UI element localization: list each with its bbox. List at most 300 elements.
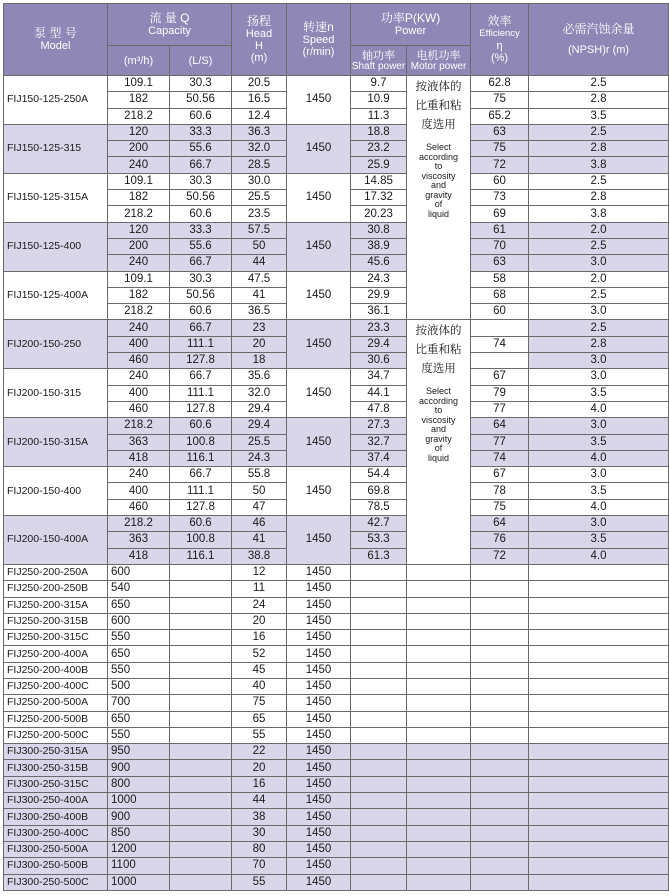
model-cell: FIJ200-150-400A bbox=[4, 516, 108, 565]
efficiency-cell: 61 bbox=[471, 222, 529, 238]
model-cell: FIJ200-150-400 bbox=[4, 467, 108, 516]
speed-cell: 1450 bbox=[287, 825, 351, 841]
model-cell: FIJ300-250-400A bbox=[4, 793, 108, 809]
capacity-header-en: Capacity bbox=[148, 25, 191, 37]
shaft-power-cell: 29.4 bbox=[351, 336, 407, 352]
flow-m3h-cell: 400 bbox=[108, 483, 170, 499]
head-cell: 30 bbox=[232, 825, 287, 841]
flow-ls-cell: 30.3 bbox=[170, 76, 232, 92]
npsh-cell: 3.0 bbox=[529, 467, 669, 483]
head-cell: 50 bbox=[232, 483, 287, 499]
empty-cell bbox=[471, 678, 529, 694]
empty-cell bbox=[170, 727, 232, 743]
note-text-en: and bbox=[431, 424, 447, 435]
motor-power-header-en: Motor power bbox=[410, 60, 467, 72]
flow-ls-cell: 60.6 bbox=[170, 108, 232, 124]
npsh-cell: 3.5 bbox=[529, 385, 669, 401]
shaft-power-cell: 18.8 bbox=[351, 124, 407, 140]
speed-cell: 1450 bbox=[287, 874, 351, 890]
empty-cell bbox=[529, 581, 669, 597]
npsh-cell: 3.0 bbox=[529, 516, 669, 532]
empty-cell bbox=[529, 662, 669, 678]
efficiency-cell: 75 bbox=[471, 499, 529, 515]
model-cell: FIJ300-250-315A bbox=[4, 744, 108, 760]
head-cell: 80 bbox=[232, 841, 287, 857]
efficiency-header-en: Efficiency bbox=[479, 28, 520, 39]
note-text-en: Select bbox=[426, 142, 452, 152]
empty-cell bbox=[407, 662, 471, 678]
shaft-power-cell: 32.7 bbox=[351, 434, 407, 450]
table-row bbox=[4, 776, 669, 792]
flow-ls-cell: 66.7 bbox=[170, 369, 232, 385]
flow-cell: 900 bbox=[108, 760, 170, 776]
head-cell: 25.5 bbox=[232, 434, 287, 450]
table-row bbox=[4, 597, 669, 613]
speed-header bbox=[287, 4, 351, 76]
table-row bbox=[4, 564, 669, 580]
empty-cell bbox=[529, 678, 669, 694]
shaft-power-cell: 34.7 bbox=[351, 369, 407, 385]
table-row bbox=[4, 271, 669, 287]
shaft-power-cell: 38.9 bbox=[351, 238, 407, 254]
shaft-power-cell: 9.7 bbox=[351, 76, 407, 92]
head-cell: 20 bbox=[232, 760, 287, 776]
speed-cell: 1450 bbox=[287, 744, 351, 760]
efficiency-cell: 62.8 bbox=[471, 76, 529, 92]
efficiency-header-unit: (%) bbox=[490, 52, 509, 64]
table-row bbox=[4, 841, 669, 857]
efficiency-cell: 64 bbox=[471, 516, 529, 532]
capacity-ls-header: (L/S) bbox=[170, 46, 232, 76]
motor-power-note bbox=[407, 76, 471, 320]
power-header bbox=[351, 4, 471, 46]
npsh-header bbox=[529, 4, 669, 76]
flow-m3h-cell: 460 bbox=[108, 353, 170, 369]
flow-m3h-cell: 200 bbox=[108, 238, 170, 254]
empty-cell bbox=[529, 809, 669, 825]
empty-cell bbox=[170, 744, 232, 760]
empty-cell bbox=[351, 678, 407, 694]
npsh-cell: 2.5 bbox=[529, 76, 669, 92]
model-cell: FIJ250-200-500B bbox=[4, 711, 108, 727]
flow-m3h-cell: 400 bbox=[108, 336, 170, 352]
flow-m3h-cell: 460 bbox=[108, 401, 170, 417]
empty-cell bbox=[471, 662, 529, 678]
note-text-en: gravity bbox=[425, 189, 452, 200]
empty-cell bbox=[529, 776, 669, 792]
empty-cell bbox=[529, 825, 669, 841]
table-row bbox=[4, 222, 669, 238]
table-row bbox=[4, 874, 669, 890]
empty-cell bbox=[170, 793, 232, 809]
head-cell: 55.8 bbox=[232, 467, 287, 483]
head-cell: 55 bbox=[232, 874, 287, 890]
speed-header-cn: 转速n bbox=[303, 20, 334, 34]
empty-cell bbox=[170, 678, 232, 694]
model-cell: FIJ150-125-315 bbox=[4, 124, 108, 173]
flow-cell: 650 bbox=[108, 597, 170, 613]
empty-cell bbox=[529, 744, 669, 760]
npsh-cell: 3.0 bbox=[529, 353, 669, 369]
table-row bbox=[4, 516, 669, 532]
model-cell: FIJ300-250-500C bbox=[4, 874, 108, 890]
efficiency-cell bbox=[471, 353, 529, 369]
empty-cell bbox=[407, 776, 471, 792]
npsh-cell: 2.0 bbox=[529, 271, 669, 287]
shaft-power-cell: 27.3 bbox=[351, 418, 407, 434]
efficiency-cell: 75 bbox=[471, 141, 529, 157]
speed-cell: 1450 bbox=[287, 173, 351, 222]
flow-ls-cell: 50.56 bbox=[170, 92, 232, 108]
flow-ls-cell: 66.7 bbox=[170, 255, 232, 271]
head-cell: 28.5 bbox=[232, 157, 287, 173]
note-text-en: viscosity bbox=[421, 170, 456, 181]
npsh-cell: 4.0 bbox=[529, 548, 669, 564]
table-row bbox=[4, 793, 669, 809]
empty-cell bbox=[170, 809, 232, 825]
table-row bbox=[4, 662, 669, 678]
table-row bbox=[4, 76, 669, 92]
head-cell: 20 bbox=[232, 613, 287, 629]
flow-cell: 700 bbox=[108, 695, 170, 711]
note-text-en: to bbox=[434, 161, 443, 171]
empty-cell bbox=[351, 711, 407, 727]
npsh-cell: 3.0 bbox=[529, 304, 669, 320]
head-cell: 47.5 bbox=[232, 271, 287, 287]
empty-cell bbox=[407, 711, 471, 727]
model-cell: FIJ300-250-400B bbox=[4, 809, 108, 825]
shaft-power-header-en: Shaft power bbox=[351, 60, 406, 72]
shaft-power-cell: 69.8 bbox=[351, 483, 407, 499]
empty-cell bbox=[471, 581, 529, 597]
model-cell: FIJ250-200-500C bbox=[4, 727, 108, 743]
flow-cell: 1000 bbox=[108, 874, 170, 890]
note-text-en: liquid bbox=[428, 452, 450, 463]
empty-cell bbox=[407, 841, 471, 857]
capacity-header-cn: 流 量 Q bbox=[149, 11, 190, 25]
empty-cell bbox=[351, 776, 407, 792]
speed-cell: 1450 bbox=[287, 467, 351, 516]
flow-m3h-cell: 240 bbox=[108, 157, 170, 173]
flow-m3h-cell: 418 bbox=[108, 450, 170, 466]
head-header-cn: 扬程 bbox=[247, 14, 272, 28]
head-cell: 65 bbox=[232, 711, 287, 727]
empty-cell bbox=[407, 727, 471, 743]
note-text-en: Select bbox=[426, 386, 452, 397]
shaft-power-cell: 44.1 bbox=[351, 385, 407, 401]
flow-m3h-cell: 418 bbox=[108, 548, 170, 564]
model-cell: FIJ200-150-315A bbox=[4, 418, 108, 467]
flow-m3h-cell: 109.1 bbox=[108, 271, 170, 287]
empty-cell bbox=[351, 613, 407, 629]
head-cell: 23.5 bbox=[232, 206, 287, 222]
table-row bbox=[4, 630, 669, 646]
head-cell: 35.6 bbox=[232, 369, 287, 385]
efficiency-cell: 67 bbox=[471, 369, 529, 385]
model-cell: FIJ300-250-400C bbox=[4, 825, 108, 841]
npsh-cell: 2.8 bbox=[529, 92, 669, 108]
head-header-en: Head bbox=[245, 28, 273, 40]
empty-cell bbox=[170, 760, 232, 776]
head-cell: 75 bbox=[232, 695, 287, 711]
model-cell: FIJ250-200-400B bbox=[4, 662, 108, 678]
empty-cell bbox=[407, 858, 471, 874]
head-cell: 16.5 bbox=[232, 92, 287, 108]
empty-cell bbox=[529, 841, 669, 857]
flow-m3h-cell: 200 bbox=[108, 141, 170, 157]
empty-cell bbox=[471, 711, 529, 727]
head-cell: 12.4 bbox=[232, 108, 287, 124]
head-cell: 30.0 bbox=[232, 173, 287, 189]
npsh-cell: 2.5 bbox=[529, 124, 669, 140]
table-row bbox=[4, 727, 669, 743]
flow-ls-cell: 50.56 bbox=[170, 287, 232, 303]
model-cell: FIJ250-200-400A bbox=[4, 646, 108, 662]
flow-ls-cell: 66.7 bbox=[170, 157, 232, 173]
empty-cell bbox=[529, 695, 669, 711]
head-cell: 70 bbox=[232, 858, 287, 874]
speed-cell: 1450 bbox=[287, 516, 351, 565]
speed-cell: 1450 bbox=[287, 76, 351, 125]
note-text-en: viscosity bbox=[421, 414, 456, 425]
flow-ls-cell: 127.8 bbox=[170, 499, 232, 515]
flow-cell: 550 bbox=[108, 727, 170, 743]
empty-cell bbox=[529, 564, 669, 580]
efficiency-cell: 76 bbox=[471, 532, 529, 548]
empty-cell bbox=[351, 858, 407, 874]
head-cell: 40 bbox=[232, 678, 287, 694]
flow-cell: 1100 bbox=[108, 858, 170, 874]
speed-cell: 1450 bbox=[287, 613, 351, 629]
flow-cell: 650 bbox=[108, 646, 170, 662]
efficiency-cell: 67 bbox=[471, 467, 529, 483]
head-cell: 16 bbox=[232, 776, 287, 792]
flow-ls-cell: 55.6 bbox=[170, 238, 232, 254]
flow-m3h-cell: 109.1 bbox=[108, 76, 170, 92]
table-row bbox=[4, 320, 669, 336]
empty-cell bbox=[407, 678, 471, 694]
flow-ls-cell: 30.3 bbox=[170, 173, 232, 189]
efficiency-header-symbol: η bbox=[496, 40, 503, 52]
empty-cell bbox=[170, 776, 232, 792]
npsh-header-cn: 必需汽蚀余量 bbox=[562, 22, 635, 36]
flow-cell: 650 bbox=[108, 711, 170, 727]
efficiency-cell: 63 bbox=[471, 124, 529, 140]
head-cell: 23 bbox=[232, 320, 287, 336]
empty-cell bbox=[170, 613, 232, 629]
speed-cell: 1450 bbox=[287, 581, 351, 597]
efficiency-cell: 78 bbox=[471, 483, 529, 499]
head-cell: 16 bbox=[232, 630, 287, 646]
model-header-en: Model bbox=[40, 40, 71, 52]
table-row bbox=[4, 173, 669, 189]
npsh-cell: 2.5 bbox=[529, 320, 669, 336]
empty-cell bbox=[407, 744, 471, 760]
flow-ls-cell: 50.56 bbox=[170, 190, 232, 206]
flow-m3h-cell: 240 bbox=[108, 255, 170, 271]
head-cell: 32.0 bbox=[232, 385, 287, 401]
head-cell: 45 bbox=[232, 662, 287, 678]
efficiency-cell: 72 bbox=[471, 157, 529, 173]
model-cell: FIJ300-250-500A bbox=[4, 841, 108, 857]
empty-cell bbox=[407, 564, 471, 580]
efficiency-cell: 72 bbox=[471, 548, 529, 564]
empty-cell bbox=[407, 809, 471, 825]
shaft-power-cell: 20.23 bbox=[351, 206, 407, 222]
shaft-power-cell: 42.7 bbox=[351, 516, 407, 532]
speed-cell: 1450 bbox=[287, 760, 351, 776]
flow-ls-cell: 100.8 bbox=[170, 434, 232, 450]
model-cell: FIJ150-125-400A bbox=[4, 271, 108, 320]
empty-cell bbox=[529, 613, 669, 629]
shaft-power-cell: 30.8 bbox=[351, 222, 407, 238]
flow-ls-cell: 60.6 bbox=[170, 418, 232, 434]
shaft-power-cell: 25.9 bbox=[351, 157, 407, 173]
model-cell: FIJ250-200-250A bbox=[4, 564, 108, 580]
empty-cell bbox=[351, 646, 407, 662]
empty-cell bbox=[407, 581, 471, 597]
flow-ls-cell: 116.1 bbox=[170, 450, 232, 466]
efficiency-cell: 58 bbox=[471, 271, 529, 287]
empty-cell bbox=[351, 841, 407, 857]
head-cell: 20.5 bbox=[232, 76, 287, 92]
speed-cell: 1450 bbox=[287, 858, 351, 874]
head-cell: 12 bbox=[232, 564, 287, 580]
head-cell: 29.4 bbox=[232, 418, 287, 434]
table-row bbox=[4, 825, 669, 841]
empty-cell bbox=[529, 630, 669, 646]
model-cell: FIJ250-200-250B bbox=[4, 581, 108, 597]
head-cell: 44 bbox=[232, 793, 287, 809]
npsh-header-en: (NPSH)r (m) bbox=[567, 44, 630, 56]
empty-cell bbox=[529, 711, 669, 727]
empty-cell bbox=[471, 613, 529, 629]
empty-cell bbox=[529, 858, 669, 874]
spec-table-wrapper bbox=[3, 3, 668, 891]
head-cell: 22 bbox=[232, 744, 287, 760]
flow-ls-cell: 30.3 bbox=[170, 271, 232, 287]
note-text-en: of bbox=[434, 199, 443, 209]
flow-m3h-cell: 240 bbox=[108, 467, 170, 483]
table-row bbox=[4, 369, 669, 385]
empty-cell bbox=[351, 793, 407, 809]
empty-cell bbox=[351, 727, 407, 743]
npsh-cell: 3.0 bbox=[529, 418, 669, 434]
flow-m3h-cell: 460 bbox=[108, 499, 170, 515]
speed-cell: 1450 bbox=[287, 841, 351, 857]
empty-cell bbox=[170, 841, 232, 857]
flow-ls-cell: 66.7 bbox=[170, 467, 232, 483]
speed-cell: 1450 bbox=[287, 630, 351, 646]
flow-ls-cell: 55.6 bbox=[170, 141, 232, 157]
flow-m3h-cell: 109.1 bbox=[108, 173, 170, 189]
speed-cell: 1450 bbox=[287, 222, 351, 271]
flow-ls-cell: 60.6 bbox=[170, 516, 232, 532]
npsh-cell: 3.5 bbox=[529, 108, 669, 124]
speed-cell: 1450 bbox=[287, 124, 351, 173]
flow-cell: 800 bbox=[108, 776, 170, 792]
flow-m3h-cell: 363 bbox=[108, 434, 170, 450]
head-cell: 57.5 bbox=[232, 222, 287, 238]
speed-cell: 1450 bbox=[287, 662, 351, 678]
note-text-en: according bbox=[419, 395, 459, 406]
efficiency-cell: 60 bbox=[471, 304, 529, 320]
capacity-m3h-header: (m³/h) bbox=[108, 46, 170, 76]
table-row bbox=[4, 124, 669, 140]
efficiency-header-cn: 效率 bbox=[487, 14, 512, 28]
shaft-power-cell: 11.3 bbox=[351, 108, 407, 124]
speed-header-unit: (r/min) bbox=[302, 46, 335, 58]
table-row bbox=[4, 695, 669, 711]
shaft-power-cell: 54.4 bbox=[351, 467, 407, 483]
table-row bbox=[4, 809, 669, 825]
flow-m3h-cell: 182 bbox=[108, 287, 170, 303]
efficiency-cell: 79 bbox=[471, 385, 529, 401]
empty-cell bbox=[351, 564, 407, 580]
empty-cell bbox=[351, 581, 407, 597]
speed-cell: 1450 bbox=[287, 727, 351, 743]
efficiency-cell: 70 bbox=[471, 238, 529, 254]
empty-cell bbox=[170, 597, 232, 613]
npsh-cell: 3.5 bbox=[529, 483, 669, 499]
flow-ls-cell: 127.8 bbox=[170, 353, 232, 369]
head-header bbox=[232, 4, 287, 76]
efficiency-cell: 64 bbox=[471, 418, 529, 434]
motor-power-note bbox=[407, 320, 471, 564]
head-cell: 55 bbox=[232, 727, 287, 743]
note-text-en: according bbox=[419, 151, 459, 162]
empty-cell bbox=[170, 695, 232, 711]
flow-cell: 1000 bbox=[108, 793, 170, 809]
table-row bbox=[4, 760, 669, 776]
empty-cell bbox=[170, 825, 232, 841]
flow-ls-cell: 127.8 bbox=[170, 401, 232, 417]
flow-cell: 540 bbox=[108, 581, 170, 597]
model-cell: FIJ300-250-500B bbox=[4, 858, 108, 874]
shaft-power-cell: 47.8 bbox=[351, 401, 407, 417]
empty-cell bbox=[529, 646, 669, 662]
flow-cell: 950 bbox=[108, 744, 170, 760]
shaft-power-cell: 53.3 bbox=[351, 532, 407, 548]
empty-cell bbox=[471, 809, 529, 825]
empty-cell bbox=[170, 630, 232, 646]
empty-cell bbox=[351, 662, 407, 678]
efficiency-cell: 69 bbox=[471, 206, 529, 222]
npsh-cell: 3.8 bbox=[529, 206, 669, 222]
head-cell: 36.3 bbox=[232, 124, 287, 140]
model-cell: FIJ150-125-315A bbox=[4, 173, 108, 222]
empty-cell bbox=[471, 776, 529, 792]
head-cell: 52 bbox=[232, 646, 287, 662]
power-header-en: Power bbox=[394, 25, 427, 37]
table-row bbox=[4, 467, 669, 483]
empty-cell bbox=[170, 711, 232, 727]
empty-cell bbox=[407, 597, 471, 613]
flow-m3h-cell: 120 bbox=[108, 222, 170, 238]
empty-cell bbox=[407, 793, 471, 809]
empty-cell bbox=[529, 597, 669, 613]
shaft-power-cell: 37.4 bbox=[351, 450, 407, 466]
empty-cell bbox=[529, 793, 669, 809]
efficiency-cell: 65.2 bbox=[471, 108, 529, 124]
model-cell: FIJ300-250-315C bbox=[4, 776, 108, 792]
table-row bbox=[4, 744, 669, 760]
model-cell: FIJ250-200-315C bbox=[4, 630, 108, 646]
model-cell: FIJ250-200-400C bbox=[4, 678, 108, 694]
npsh-cell: 2.5 bbox=[529, 173, 669, 189]
empty-cell bbox=[407, 825, 471, 841]
model-cell: FIJ250-200-315A bbox=[4, 597, 108, 613]
